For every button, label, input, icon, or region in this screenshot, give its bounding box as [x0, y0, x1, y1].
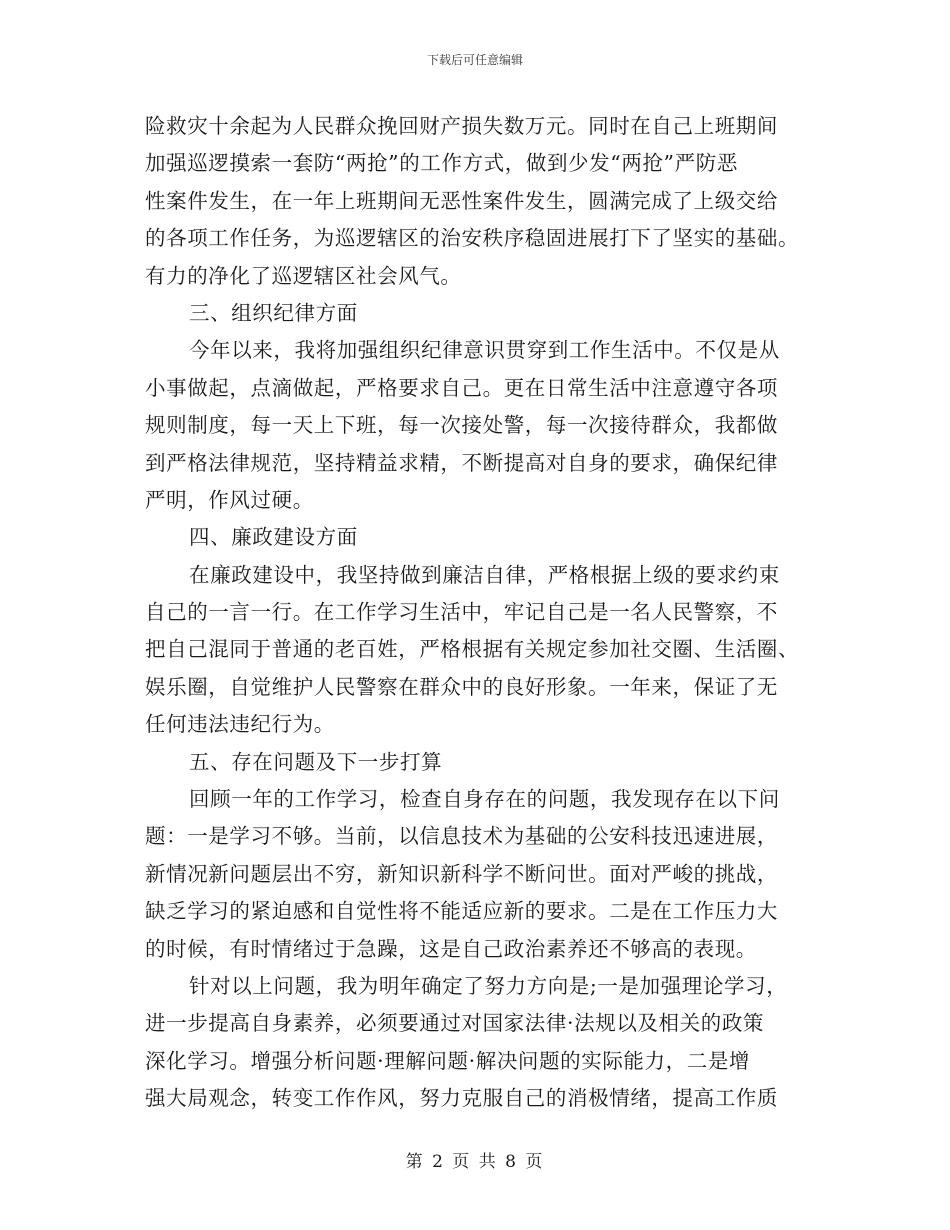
text-line: 新情况新问题层出不穷，新知识新科学不断问世。面对严峻的挑战， — [145, 861, 778, 886]
text-line: 缺乏学习的紧迫感和自觉性将不能适应新的要求。二是在工作压力大 — [145, 899, 778, 924]
text-line: 题：一是学习不够。当前，以信息技术为基础的公安科技迅速进展， — [145, 824, 778, 849]
text-line: 规则制度，每一天上下班，每一次接处警，每一次接待群众，我都做 — [145, 413, 778, 438]
document-body — [145, 108, 813, 1118]
section-heading: 五、存在问题及下一步打算 — [189, 749, 443, 774]
text-line: 强大局观念，转变工作作风，努力克服自己的消极情绪，提高工作质 — [145, 1086, 778, 1111]
text-line: 到严格法律规范，坚持精益求精，不断提高对自身的要求，确保纪律 — [145, 450, 778, 475]
page-number: 第 2 页 共 8 页 — [405, 1152, 545, 1172]
page-header: 下载后可任意编辑 — [426, 53, 523, 67]
text-line: 把自己混同于普通的老百姓，严格根据有关规定参加社交圈、生活圈、 — [145, 637, 800, 662]
text-line: 性案件发生，在一年上班期间无恶性案件发生，圆满完成了上级交给 — [145, 188, 778, 213]
text-line: 深化学习。增强分析问题·理解问题·解决问题的实际能力，二是增 — [145, 1048, 751, 1073]
text-line: 娱乐圈，自觉维护人民警察在群众中的良好形象。一年来，保证了无 — [145, 674, 778, 699]
text-line: 有力的净化了巡逻辖区社会风气。 — [145, 263, 462, 288]
text-line: 小事做起，点滴做起，严格要求自己。更在日常生活中注意遵守各项 — [145, 375, 778, 400]
text-line: 任何违法违纪行为。 — [145, 712, 335, 737]
section-heading: 四、廉政建设方面 — [189, 525, 358, 550]
text-line: 今年以来，我将加强组织纪律意识贯穿到工作生活中。不仅是从 — [189, 338, 780, 363]
section-heading: 三、组织纪律方面 — [189, 300, 358, 325]
text-line: 自己的一言一行。在工作学习生活中，牢记自己是一名人民警察，不 — [145, 600, 778, 625]
text-line: 加强巡逻摸索一套防“两抢”的工作方式，做到少发“两抢”严防恶 — [145, 151, 738, 176]
text-line: 回顾一年的工作学习，检查自身存在的问题，我发现存在以下问 — [189, 787, 780, 812]
text-line: 针对以上问题，我为明年确定了努力方向是;一是加强理论学习， — [189, 973, 788, 998]
text-line: 的各项工作任务，为巡逻辖区的治安秩序稳固进展打下了坚实的基础。 — [145, 226, 800, 251]
text-line: 严明，作风过硬。 — [145, 487, 314, 512]
text-line: 险救灾十余起为人民群众挽回财产损失数万元。同时在自己上班期间 — [145, 114, 778, 138]
text-line: 在廉政建设中，我坚持做到廉洁自律，严格根据上级的要求约束 — [189, 562, 780, 587]
text-line: 进一步提高自身素养，必须要通过对国家法律·法规以及相关的政策 — [145, 1011, 765, 1036]
text-line: 的时候，有时情绪过于急躁，这是自己政治素养还不够高的表现。 — [145, 936, 757, 961]
